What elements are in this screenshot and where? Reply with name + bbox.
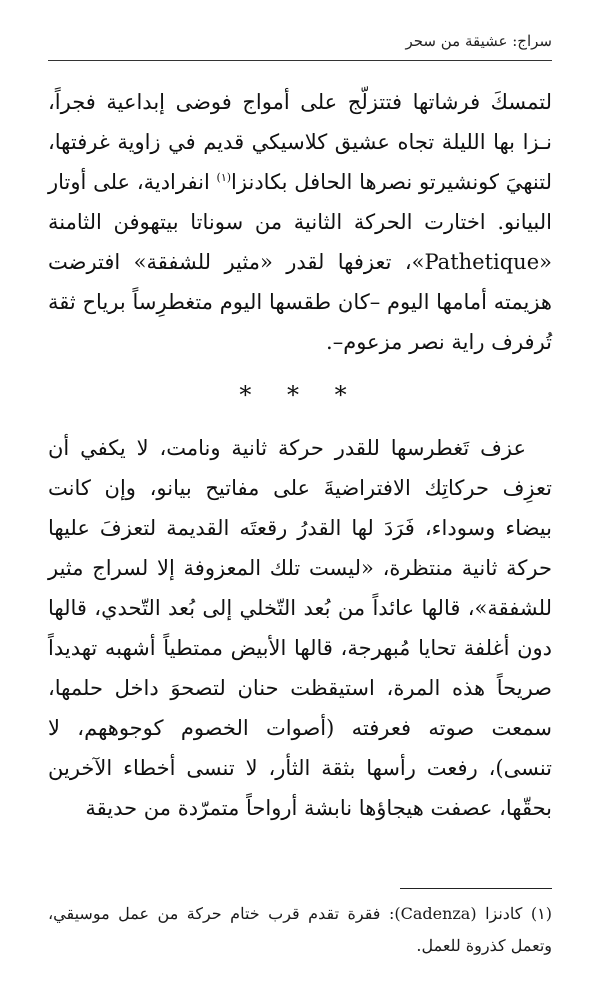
footnote-rule xyxy=(400,888,552,889)
paragraph-1-text-b: انفرادية، على أوتار البيانو. اختارت الحركة الثانية من سوناتا بيتهوفن الثامنة «Pathetique»، تعزفها لقدر «مثير للشفقة» افترضت هزيمته أمامها اليوم –كان طقسها اليوم متغطرِساً برياح ثقة تُرفرف راية نصر مزعوم–. xyxy=(48,170,552,354)
running-header: سراج: عشيقة من سحر xyxy=(405,32,552,50)
footnote-term: كادنزا (Cadenza): xyxy=(388,904,523,923)
paragraph-1-text-a: لتمسكَ فرشاتها فتتزلّج على أمواج فوضى إبداعية فجراً، نـزا بها الليلة تجاه عشيق كلاسيكي قديم في زاوية غرفتها، لتنهيَ كونشيرتو نصرها الحافل بكادنزا xyxy=(48,90,553,194)
paragraph-1 xyxy=(48,82,552,362)
footnote-text: فقرة تقدم قرب ختام حركة من عمل موسيقي، وتعمل كذروة للعمل. xyxy=(48,904,552,955)
footnote-reference[interactable]: (١) xyxy=(216,171,232,184)
book-page xyxy=(48,0,552,1000)
header-rule xyxy=(48,60,552,61)
paragraph-2: عزف تَغطرسها للقدر حركة ثانية ونامت، لا يكفي أن تعزِف حركاتِك الافتراضيةَ على مفاتيح بيانو، وإن كانت بيضاء وسوداء، فَرَدَ لها القدرُ رقعتَه القديمة لتعزفَ عليها حركة ثانية منتظرة، «ليست تلك المعزوفة إلا لسراج مثير للشفقة»، قالها عائداً من بُعد التّخلي إلى بُعد التّحدي، قالها دون أغلفة تحايا مُبهرجة، قالها الأبيض ممتطياً أشهبه تهديداً صريحاً هذه المرة، استيقظت حنان لتصحوَ داخل حلمها، سمعت صوته فعرفته (أصوات الخصوم كوجوههم، لا تنسى)، رفعت رأسها بثقة الثأر، لا تنسى أخطاء الآخرين بحقّها، عصفت هيجاؤها نابشة أرواحاً متمرّدة من حديقة xyxy=(48,436,552,820)
footnote xyxy=(48,898,552,962)
section-break: * * * xyxy=(239,381,361,409)
footnote-marker: (١) xyxy=(530,904,552,923)
